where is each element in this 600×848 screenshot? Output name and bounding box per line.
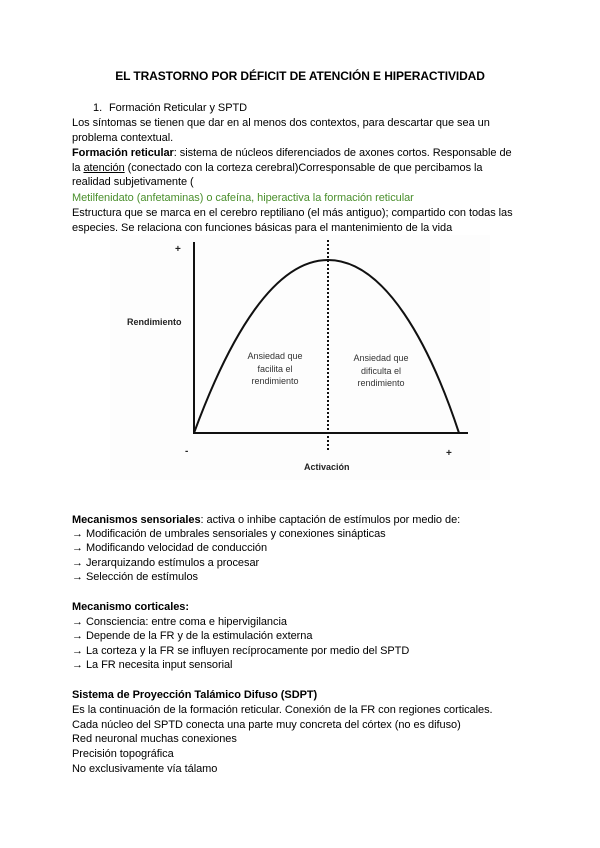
section-heading-1 — [93, 101, 247, 115]
x-axis-label: Activación — [304, 462, 350, 472]
text-fragment: (conectado con la corteza cerebral)Corresponsable de que percibamos la — [124, 162, 483, 174]
list-item: → Depende de la FR y de la estimulación externa — [72, 630, 313, 642]
list-number: 1. — [93, 102, 103, 114]
formacion-reticular-line-3: realidad subjetivamente ( — [72, 176, 194, 188]
sdpt-heading: Sistema de Proyección Talámico Difuso (SDPT) — [72, 689, 318, 701]
region-right-line: rendimiento — [357, 378, 405, 388]
formacion-reticular-line-6: especies. Se relaciona con funciones básicas para el mantenimiento de la vida — [72, 222, 453, 234]
definition-text: : activa o inhibe captación de estímulos por medio de: — [200, 514, 461, 526]
list-item: → La corteza y la FR se influyen recíprocamente por medio del SPTD — [72, 645, 410, 657]
y-axis-label: Rendimiento — [127, 317, 182, 327]
list-item: → Modificación de umbrales sensoriales y conexiones sinápticas — [72, 528, 386, 540]
formacion-reticular-line-5: Estructura que se marca en el cerebro reptiliano (el más antiguo); compartido con todas las — [72, 207, 513, 219]
region-right-line: dificulta el — [360, 365, 402, 376]
term-mecanismos-sensoriales: Mecanismos sensoriales — [72, 514, 201, 526]
section-heading-text: Formación Reticular y SPTD — [109, 102, 248, 114]
intro-line-2: problema contextual. — [72, 132, 174, 144]
term-formacion-reticular: Formación reticular — [72, 147, 174, 159]
list-item: → Modificando velocidad de conducción — [72, 542, 268, 554]
sdpt-line: Precisión topográfica — [72, 748, 174, 760]
sdpt-line: Red neuronal muchas conexiones — [72, 733, 237, 745]
text-fragment: la — [72, 162, 84, 174]
region-left-line: facilita el — [257, 363, 293, 374]
sdpt-line: No exclusivamente vía tálamo — [72, 763, 218, 775]
underlined-atencion: atención — [83, 162, 125, 174]
list-item: → Consciencia: entre coma e hipervigilancia — [72, 616, 287, 628]
formacion-reticular-line-1 — [72, 146, 512, 160]
definition-text: : sistema de núcleos diferenciados de axones cortos. Responsable de — [173, 147, 512, 159]
yerkes-dodson-figure — [110, 235, 490, 480]
x-axis-minus-label: - — [185, 446, 189, 457]
region-left-line: Ansiedad que — [247, 351, 303, 361]
list-item: → La FR necesita input sensorial — [72, 659, 233, 671]
list-item: → Jerarquizando estímulos a procesar — [72, 557, 260, 569]
formacion-reticular-line-2 — [72, 161, 483, 175]
x-axis-plus-label: + — [446, 448, 452, 459]
y-axis-plus-label: + — [175, 244, 181, 255]
mecanismos-sensoriales-intro — [72, 513, 460, 527]
sdpt-line: Es la continuación de la formación reticular. Conexión de la FR con regiones corticales. — [72, 704, 493, 716]
intro-line-1: Los síntomas se tienen que dar en al menos dos contextos, para descartar que sea un — [72, 117, 490, 129]
document-title: EL TRASTORNO POR DÉFICIT DE ATENCIÓN E HIPERACTIVIDAD — [115, 69, 485, 83]
sdpt-line: Cada núcleo del SPTD conecta una parte muy concreta del córtex (no es difuso) — [72, 719, 461, 731]
region-left-line: rendimiento — [251, 376, 299, 386]
region-left-label — [230, 350, 320, 388]
region-right-label — [336, 352, 426, 390]
green-note-metilfenidato: Metilfenidato (anfetaminas) o cafeína, hiperactiva la formación reticular — [72, 192, 414, 204]
list-item: → Selección de estímulos — [72, 571, 198, 583]
mecanismo-corticales-heading: Mecanismo corticales: — [72, 601, 189, 613]
region-right-line: Ansiedad que — [353, 353, 409, 363]
